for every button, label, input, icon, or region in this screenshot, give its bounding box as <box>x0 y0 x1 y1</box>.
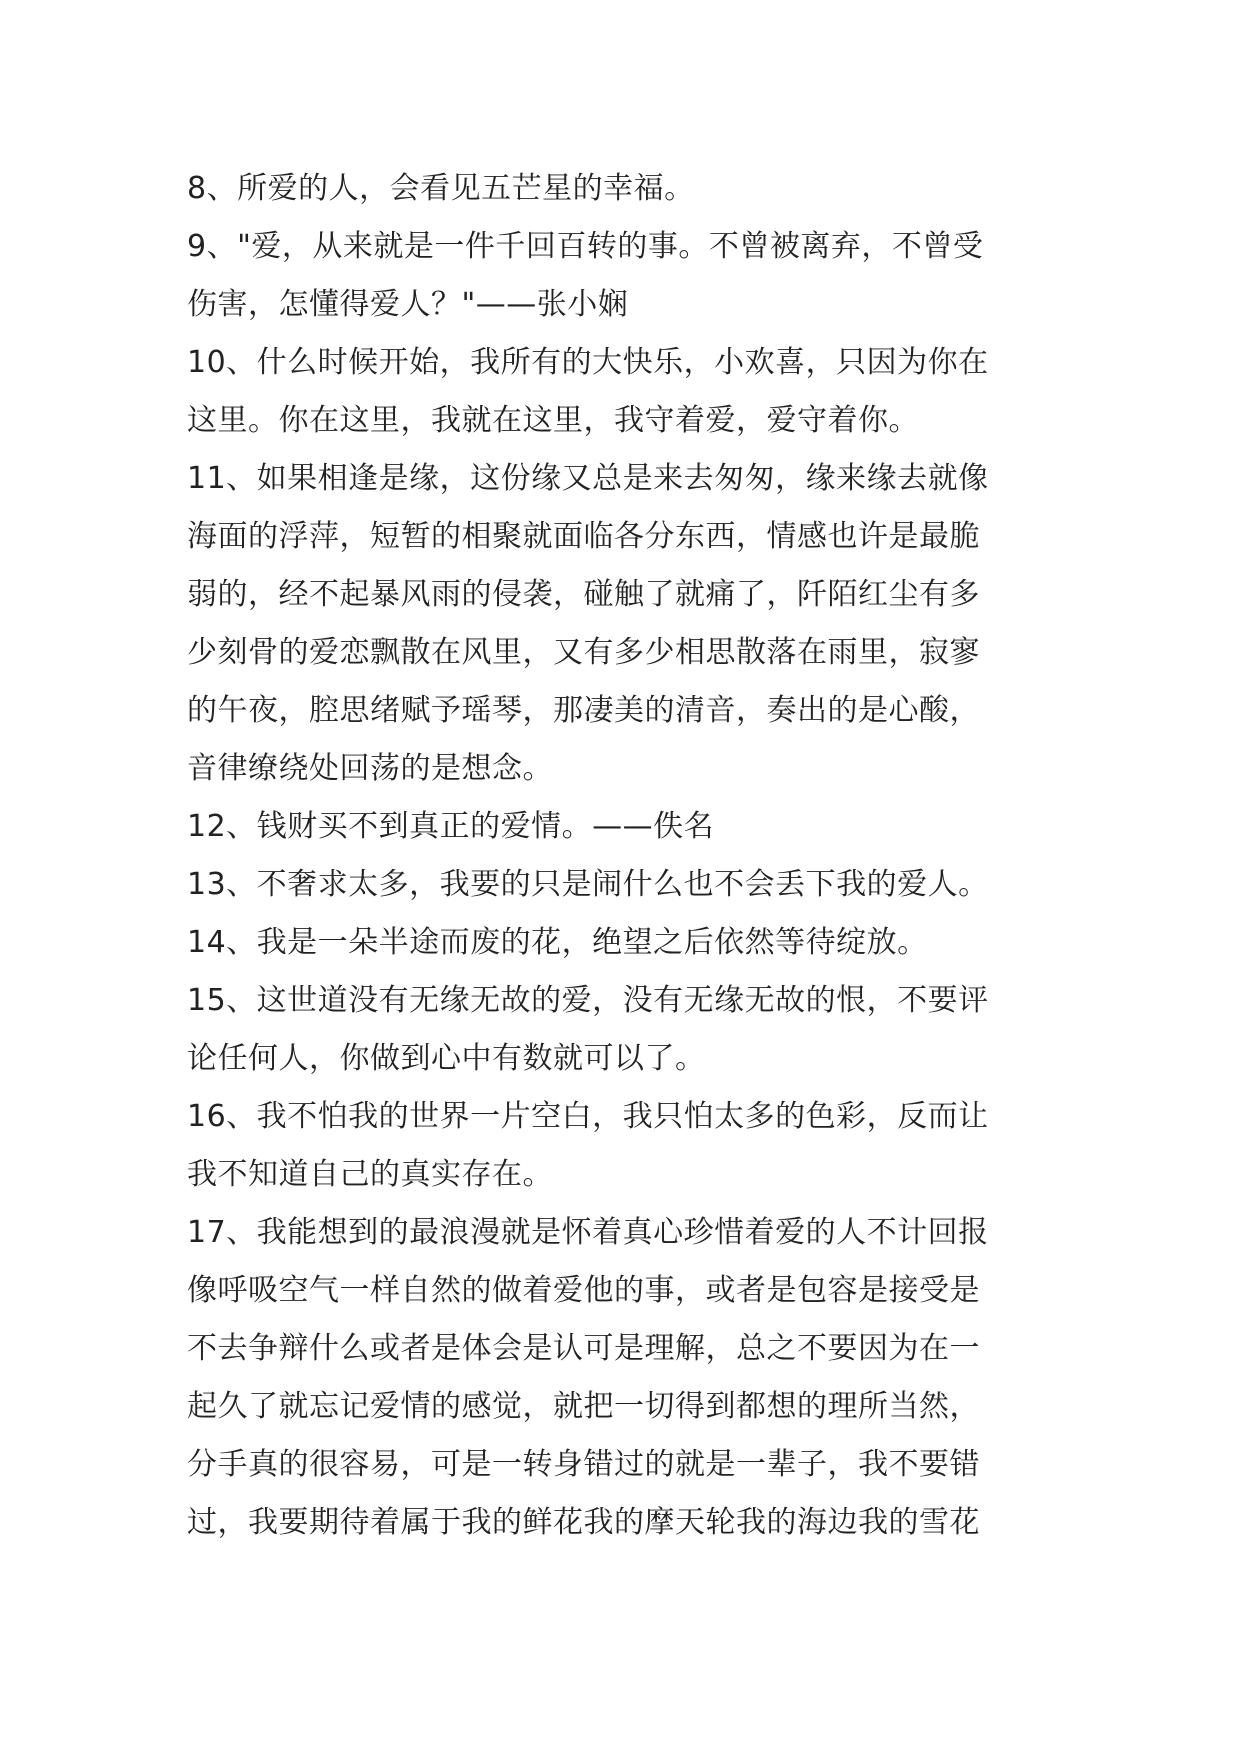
text-line: 海面的浮萍，短暂的相聚就面临各分东西，情感也许是最脆 <box>187 519 980 554</box>
text-line: 起久了就忘记爱情的感觉，就把一切得到都想的理所当然， <box>187 1389 980 1424</box>
text-line: 17、我能想到的最浪漫就是怀着真心珍惜着爱的人不计回报 <box>187 1215 989 1250</box>
document-body <box>187 160 1067 1552</box>
text-line: 论任何人，你做到心中有数就可以了。 <box>187 1041 706 1076</box>
text-line: 的午夜，腔思绪赋予瑶琴，那凄美的清音，奏出的是心酸， <box>187 693 980 728</box>
text-line: 过，我要期待着属于我的鲜花我的摩天轮我的海边我的雪花 <box>187 1505 980 1540</box>
text-line: 12、钱财买不到真正的爱情。——佚名 <box>187 809 715 844</box>
text-line: 我不知道自己的真实存在。 <box>187 1157 553 1192</box>
text-line: 不去争辩什么或者是体会是认可是理解，总之不要因为在一 <box>187 1331 980 1366</box>
text-line: 14、我是一朵半途而废的花，绝望之后依然等待绽放。 <box>187 925 928 960</box>
text-line: 伤害，怎懂得爱人？"——张小娴 <box>187 287 629 322</box>
text-line: 16、我不怕我的世界一片空白，我只怕太多的色彩，反而让 <box>187 1099 989 1134</box>
text-line: 分手真的很容易，可是一转身错过的就是一辈子，我不要错 <box>187 1447 980 1482</box>
text-line: 弱的，经不起暴风雨的侵袭，碰触了就痛了，阡陌红尘有多 <box>187 577 980 612</box>
text-line: 11、如果相逢是缘，这份缘又总是来去匆匆，缘来缘去就像 <box>187 461 989 496</box>
text-line: 音律缭绕处回荡的是想念。 <box>187 751 553 786</box>
text-line: 13、不奢求太多，我要的只是闹什么也不会丢下我的爱人。 <box>187 867 989 902</box>
text-line: 10、什么时候开始，我所有的大快乐，小欢喜，只因为你在 <box>187 345 989 380</box>
text-line: 8、所爱的人，会看见五芒星的幸福。 <box>187 171 695 206</box>
text-line: 9、"爱，从来就是一件千回百转的事。不曾被离弃，不曾受 <box>187 229 984 264</box>
text-line: 像呼吸空气一样自然的做着爱他的事，或者是包容是接受是 <box>187 1273 980 1308</box>
text-line: 这里。你在这里，我就在这里，我守着爱，爱守着你。 <box>187 403 919 438</box>
text-line: 15、这世道没有无缘无故的爱，没有无缘无故的恨，不要评 <box>187 983 989 1018</box>
text-line: 少刻骨的爱恋飘散在风里，又有多少相思散落在雨里，寂寥 <box>187 635 980 670</box>
